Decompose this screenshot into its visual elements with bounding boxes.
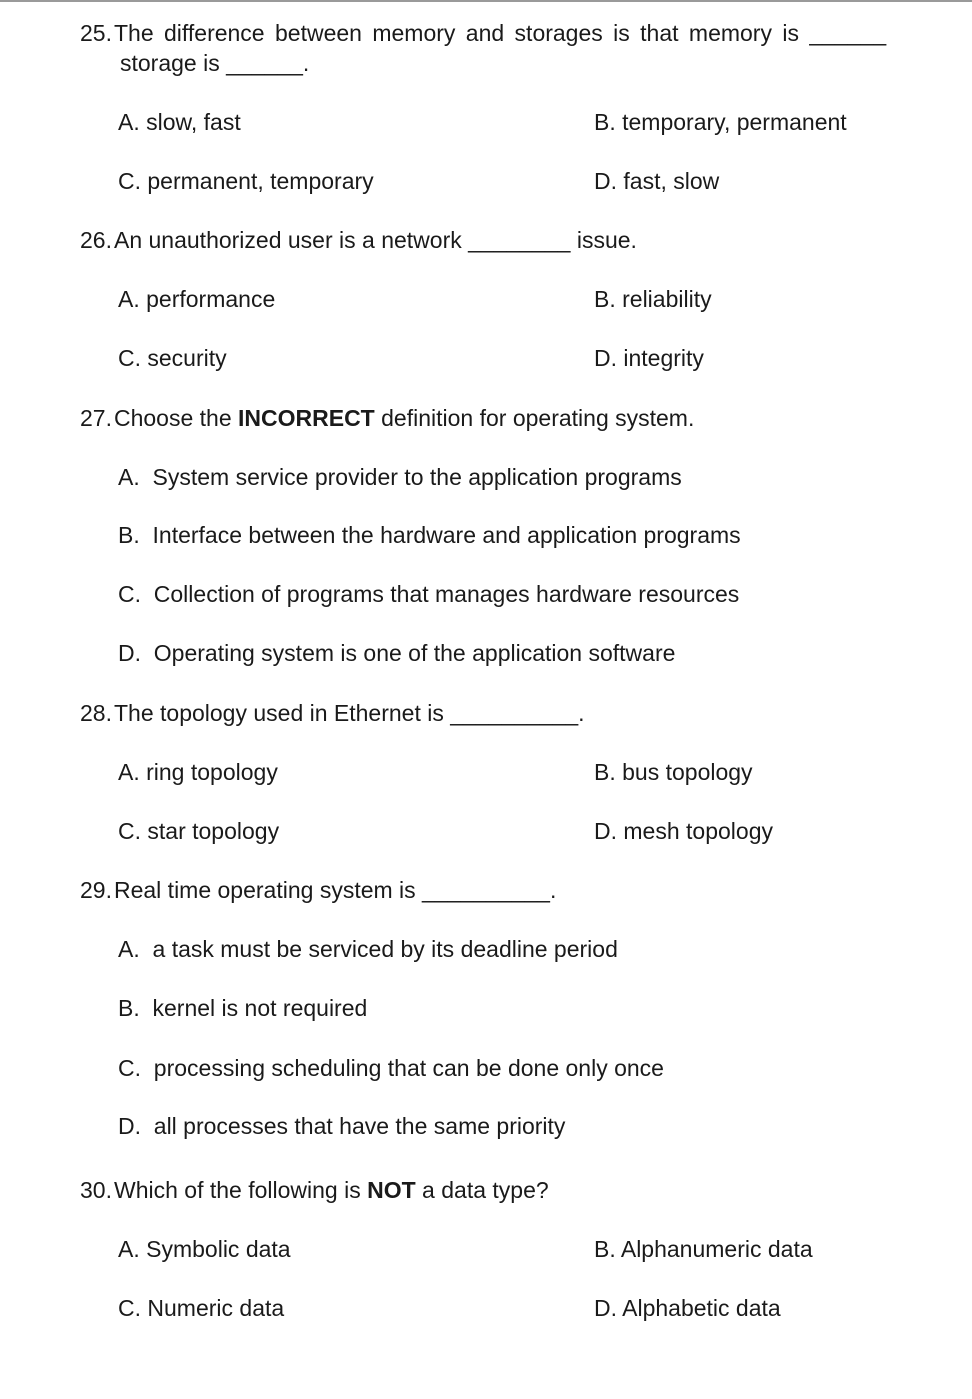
option-a: A. ring topology	[118, 759, 278, 785]
question-number: 26.	[80, 227, 112, 253]
question-text: a data type?	[415, 1177, 549, 1203]
option-c: C. star topology	[118, 818, 280, 844]
question-27	[80, 405, 694, 431]
question-text: definition for operating system.	[374, 405, 695, 431]
option-d: D. all processes that have the same priority	[118, 1113, 566, 1139]
question-text: The topology used in Ethernet is __________.	[113, 700, 585, 726]
question-25	[80, 20, 886, 46]
top-border	[0, 0, 972, 2]
question-text: Choose the	[113, 405, 239, 431]
option-b: B. bus topology	[594, 759, 753, 785]
question-text: An unauthorized user is a network ________ issue.	[113, 227, 637, 253]
question-number: 29.	[80, 877, 112, 903]
question-30	[80, 1177, 549, 1203]
question-28	[80, 700, 585, 726]
option-b: B. reliability	[594, 286, 712, 312]
question-text: Real time operating system is __________.	[113, 877, 557, 903]
question-text: The difference between memory and storages is that memory is ______	[113, 20, 887, 46]
question-number: 30.	[80, 1177, 112, 1203]
option-a: A. Symbolic data	[118, 1236, 291, 1262]
question-emphasis: INCORRECT	[238, 405, 375, 431]
question-25-continuation: storage is ______.	[120, 50, 310, 76]
option-c: C. Numeric data	[118, 1295, 285, 1321]
option-d: D. Operating system is one of the application software	[118, 640, 676, 666]
option-b: B. Interface between the hardware and application programs	[118, 522, 741, 548]
option-d: D. Alphabetic data	[594, 1295, 781, 1321]
option-a: A. a task must be serviced by its deadline period	[118, 936, 618, 962]
option-a: A. slow, fast	[118, 109, 241, 135]
option-b: B. Alphanumeric data	[594, 1236, 813, 1262]
option-d: D. integrity	[594, 345, 704, 371]
option-c: C. permanent, temporary	[118, 168, 374, 194]
option-c: C. processing scheduling that can be done only once	[118, 1055, 664, 1081]
option-b: B. kernel is not required	[118, 995, 368, 1021]
question-text: Which of the following is	[113, 1177, 368, 1203]
question-number: 25.	[80, 20, 112, 46]
question-number: 28.	[80, 700, 112, 726]
option-b: B. temporary, permanent	[594, 109, 847, 135]
question-29	[80, 877, 556, 903]
option-d: D. fast, slow	[594, 168, 720, 194]
option-c: C. security	[118, 345, 227, 371]
question-26	[80, 227, 637, 253]
question-emphasis: NOT	[367, 1177, 416, 1203]
option-c: C. Collection of programs that manages hardware resources	[118, 581, 740, 607]
question-number: 27.	[80, 405, 112, 431]
option-d: D. mesh topology	[594, 818, 773, 844]
option-a: A. performance	[118, 286, 276, 312]
option-a: A. System service provider to the application programs	[118, 464, 682, 490]
